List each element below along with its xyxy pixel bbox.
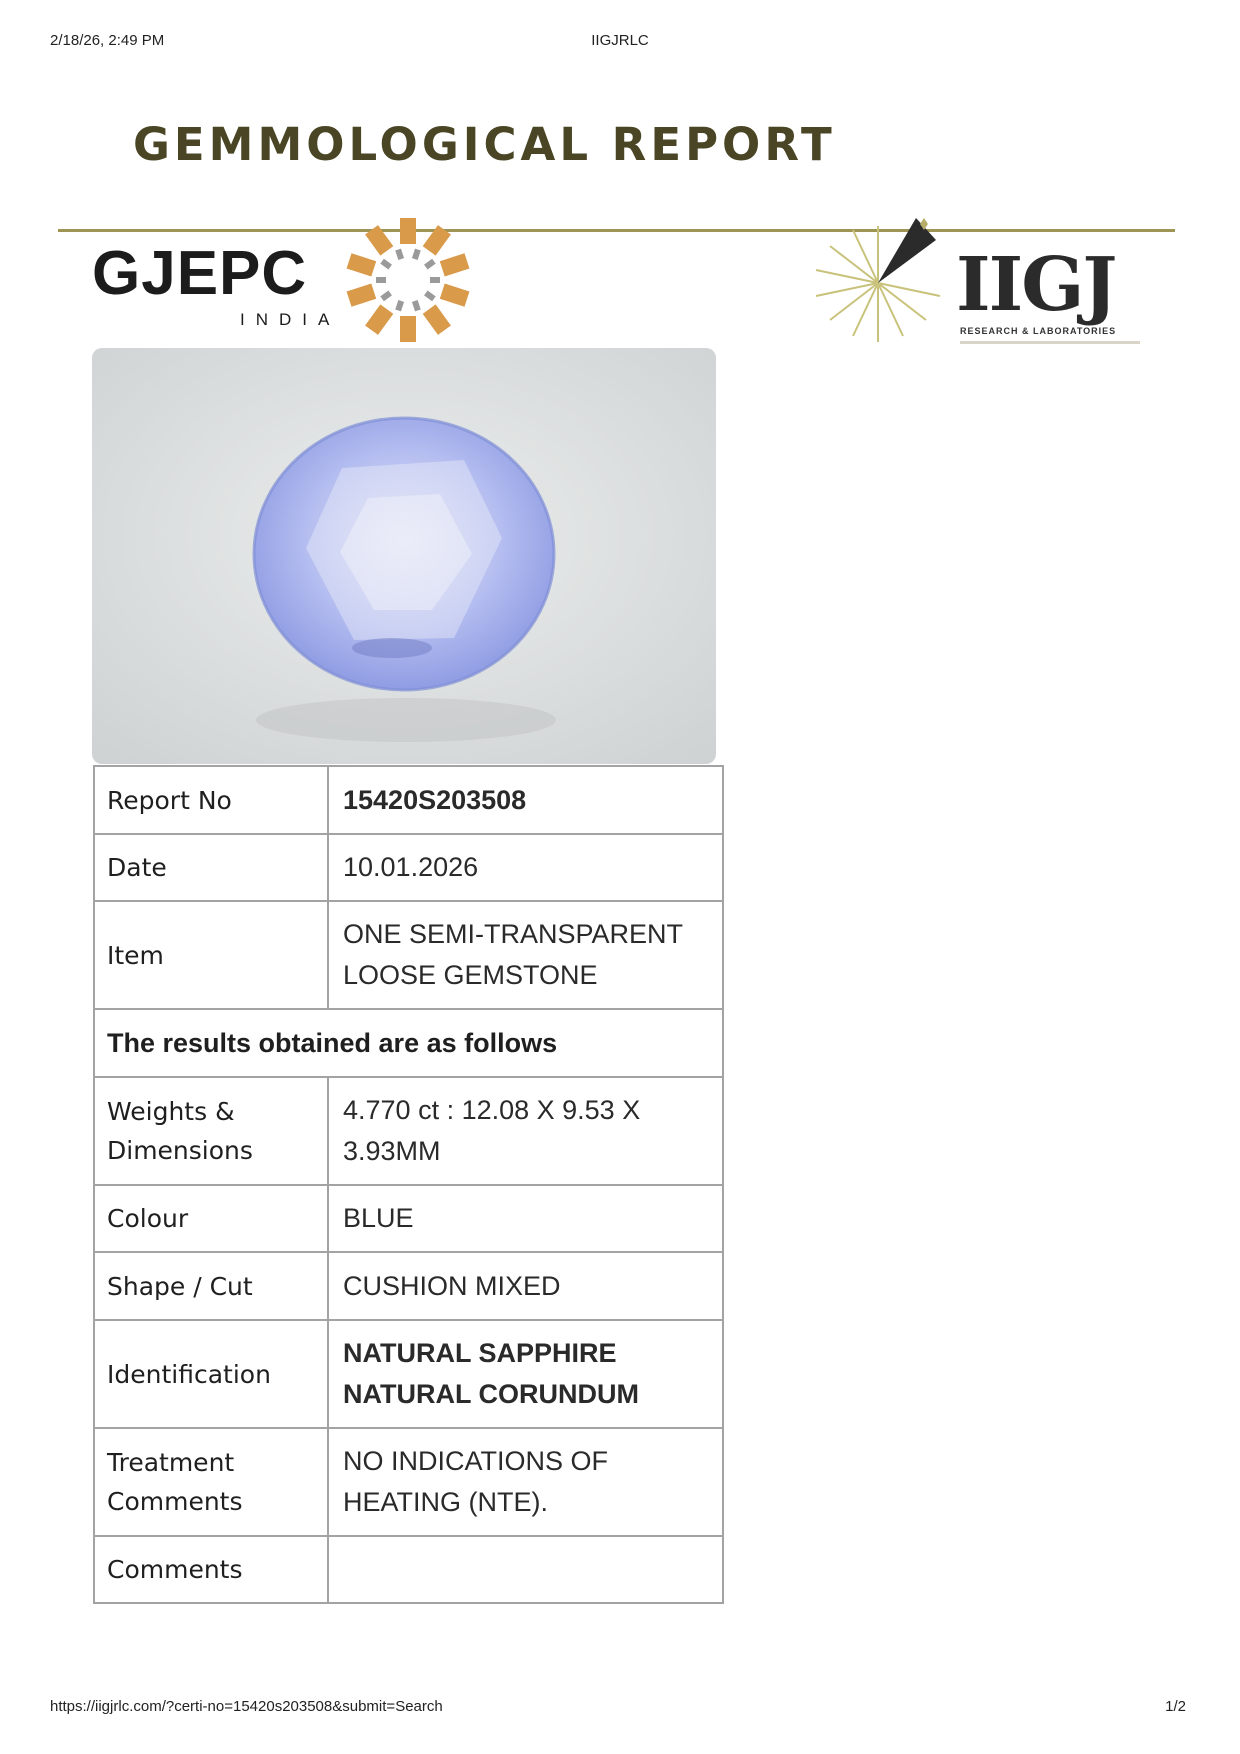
date-value: 10.01.2026 (328, 834, 723, 901)
gjepc-sunburst-icon (344, 216, 472, 344)
item-label: Item (94, 901, 328, 1009)
table-row (94, 1077, 723, 1185)
item-value-line: LOOSE GEMSTONE (343, 960, 598, 990)
table-row (94, 901, 723, 1009)
table-row (94, 1428, 723, 1536)
gjepc-logo-subtext: INDIA (240, 310, 341, 329)
item-value-line: ONE SEMI-TRANSPARENT (343, 919, 684, 949)
weights-value-line: 3.93MM (343, 1136, 441, 1166)
table-row (94, 1320, 723, 1428)
iigj-logo-text: IIGJ (956, 242, 1116, 328)
treatment-value-line: NO INDICATIONS OF (343, 1446, 609, 1476)
weights-label-line: Weights & (107, 1097, 235, 1126)
iigj-logo-subtext: RESEARCH & LABORATORIES (960, 326, 1117, 336)
table-row (94, 1009, 723, 1077)
identification-label: Identification (94, 1320, 328, 1428)
comments-value (328, 1536, 723, 1603)
colour-value: BLUE (328, 1185, 723, 1252)
iigj-logo (808, 214, 1153, 354)
weights-value-line: 4.770 ct : 12.08 X 9.53 X (343, 1095, 641, 1125)
print-page-title: IIGJRLC (591, 32, 649, 49)
identification-value-line: NATURAL SAPPHIRE (343, 1338, 617, 1368)
shape-cut-label: Shape / Cut (94, 1252, 328, 1320)
print-datetime: 2/18/26, 2:49 PM (50, 32, 165, 49)
colour-label: Colour (94, 1185, 328, 1252)
gjepc-logo (92, 212, 492, 347)
date-label: Date (94, 834, 328, 901)
iigj-starburst-icon (808, 218, 948, 348)
report-no-value: 15420S203508 (328, 766, 723, 834)
gjepc-logo-text: GJEPC (92, 239, 308, 308)
gemstone-photo (92, 348, 716, 764)
report-table (93, 765, 724, 1604)
print-page-number: 1/2 (1165, 1698, 1186, 1715)
report-no-label: Report No (94, 766, 328, 834)
weights-label (94, 1077, 328, 1185)
item-value (328, 901, 723, 1009)
treatment-label-line: Treatment (107, 1448, 235, 1477)
table-row (94, 1185, 723, 1252)
treatment-label (94, 1428, 328, 1536)
weights-value (328, 1077, 723, 1185)
comments-label: Comments (94, 1536, 328, 1603)
treatment-value-line: HEATING (NTE). (343, 1487, 548, 1517)
table-row (94, 834, 723, 901)
table-row (94, 766, 723, 834)
report-title: GEMMOLOGICAL REPORT (133, 118, 836, 171)
treatment-value (328, 1428, 723, 1536)
identification-value-line: NATURAL CORUNDUM (343, 1379, 639, 1409)
identification-value (328, 1320, 723, 1428)
results-heading: The results obtained are as follows (94, 1009, 723, 1077)
table-row (94, 1536, 723, 1603)
print-url: https://iigjrlc.com/?certi-no=15420s203508&submit=Search (50, 1698, 443, 1715)
weights-label-line: Dimensions (107, 1136, 253, 1165)
treatment-label-line: Comments (107, 1487, 243, 1516)
iigj-logo-fineprint (960, 341, 1140, 344)
shape-cut-value: CUSHION MIXED (328, 1252, 723, 1320)
table-row (94, 1252, 723, 1320)
